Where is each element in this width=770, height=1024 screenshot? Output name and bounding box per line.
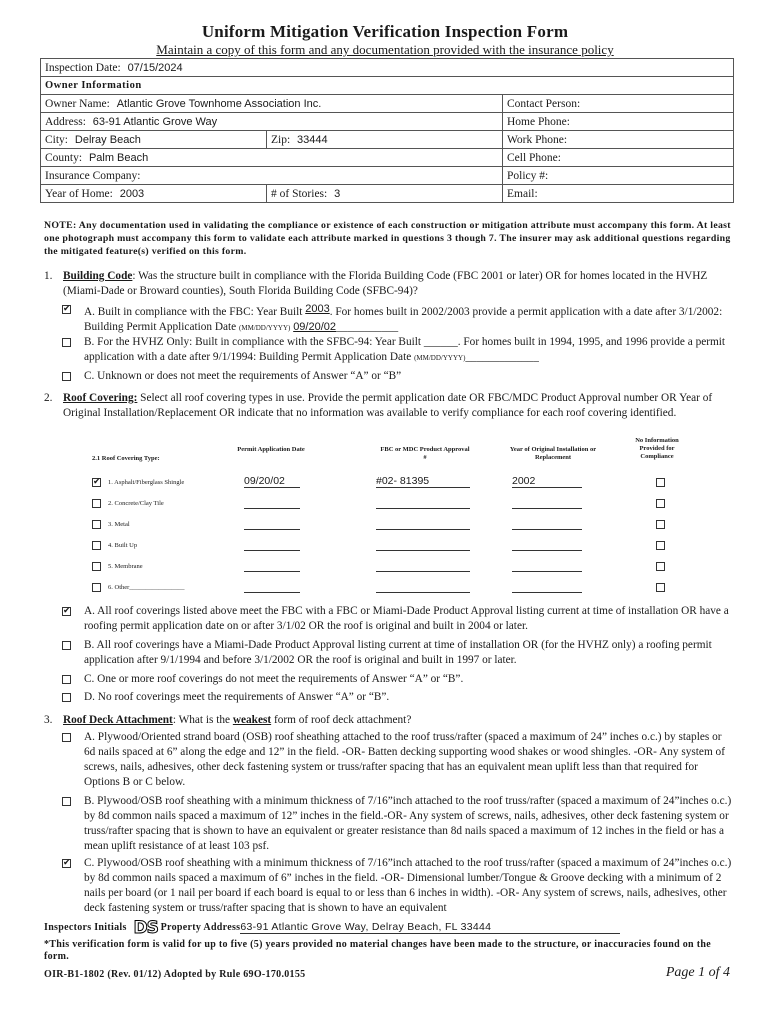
q2-d-text: D. No roof coverings meet the requirements of Answer “A” or “B”. <box>84 691 390 703</box>
work-phone-label: Work Phone: <box>507 133 568 146</box>
inspection-date-label: Inspection Date: <box>45 61 121 74</box>
policy-label: Policy #: <box>507 169 549 182</box>
inspection-date-value[interactable]: 07/15/2024 <box>127 61 183 74</box>
inspection-date-cell <box>41 59 734 77</box>
col-roof-type: 2.1 Roof Covering Type: <box>92 455 160 462</box>
city-value[interactable]: Delray Beach <box>74 133 141 146</box>
q3-a-text: A. Plywood/Oriented strand board (OSB) roof sheathing attached to the roof truss/rafter (spaced a maximum of 24” inches o.c.) by staples or 6d nails spaced at 6” along the edge and 12” in the field. -OR- Batten decking supporting wood shakes or wood shingles. -OR- Any system of screws, nails, adhesives, other deck fastening system or truss/rafter spacing that has an equivalent mean uplift less than that required for Options B or C below. <box>84 731 725 788</box>
roof-approval-number[interactable] <box>376 581 470 593</box>
question-2-number: 2. <box>44 392 53 404</box>
stories-label: # of Stories: <box>271 187 328 200</box>
home-phone-cell[interactable] <box>503 113 734 131</box>
question-3 <box>44 713 734 728</box>
q1-option-b[interactable] <box>62 335 734 366</box>
roof-install-year[interactable] <box>512 539 582 551</box>
roof-approval-number[interactable] <box>376 518 470 530</box>
roof-type-checkbox[interactable] <box>92 541 101 550</box>
col-install-year: Year of Original Installation or Replacement <box>509 446 597 461</box>
no-information-checkbox[interactable] <box>656 478 665 487</box>
zip-label: Zip: <box>271 133 291 146</box>
city-label: City: <box>45 133 69 146</box>
cell-phone-label: Cell Phone: <box>507 151 561 164</box>
q3-b-text: B. Plywood/OSB roof sheathing with a minimum thickness of 7/16”inch attached to the roof truss/rafter (spaced a maximum of 24”inches o.c.) by 8d common nails spaced a maximum of 12” inches in the field.-OR- Any system of screws, nails, adhesives, other deck fastening system or truss/rafter spacing that is shown to have an equivalent or greater resistance than 8d nails spaced a maximum of 12 inches in the field or has a mean uplift resistance of at least 103 psf. <box>84 795 732 852</box>
owner-name-label: Owner Name: <box>45 97 110 110</box>
roof-type-checkbox[interactable] <box>92 520 101 529</box>
stories-value[interactable]: 3 <box>334 187 341 200</box>
q3-option-c[interactable] <box>62 856 734 916</box>
roof-approval-number[interactable] <box>376 539 470 551</box>
form-id: OIR-B1-1802 (Rev. 01/12) Adopted by Rule 69O-170.0155 <box>44 969 306 980</box>
year-of-home-label: Year of Home: <box>45 187 113 200</box>
q1-a-text: A. Built in compliance with the FBC: Year Built <box>84 306 306 318</box>
q1-a-permit-date[interactable]: 09/20/02 <box>293 321 337 333</box>
owner-name-value[interactable]: Atlantic Grove Townhome Association Inc. <box>116 97 322 110</box>
q3-option-b[interactable] <box>62 794 734 854</box>
documentation-note: NOTE: Any documentation used in validating the compliance or existence of each construction or mitigation attribute must accompany this form. At least one photograph must accompany this form to validate each attribute marked in questions 3 though 7. The insurer may ask additional questions regarding the mitigated feature(s) verified on this form. <box>44 220 731 257</box>
roof-install-year[interactable] <box>512 518 582 530</box>
year-of-home-value[interactable]: 2003 <box>119 187 145 200</box>
owner-name-cell[interactable] <box>41 95 503 113</box>
question-2-text: Select all roof covering types in use. Provide the permit application date OR FBC/MDC Product Approval number OR Year of Original Installation/Replacement OR indicate that no information was available to verify compliance for each roof covering identified. <box>63 392 713 419</box>
q1-c-text: C. Unknown or does not meet the requirements of Answer “A” or “B” <box>84 370 402 382</box>
roof-type-checkbox[interactable] <box>92 562 101 571</box>
q3-c-checkbox[interactable]: ✔ <box>63 858 71 868</box>
no-information-checkbox[interactable] <box>656 520 665 529</box>
roof-install-year[interactable] <box>512 560 582 572</box>
roof-type-label: 2. Concrete/Clay Tile <box>108 500 164 507</box>
county-label: County: <box>45 151 83 164</box>
roof-covering-row <box>92 539 692 553</box>
col-permit-date: Permit Application Date <box>237 446 305 453</box>
q1-b-checkbox[interactable] <box>62 338 71 347</box>
home-phone-label: Home Phone: <box>507 115 570 128</box>
email-cell[interactable] <box>503 185 734 203</box>
roof-type-label: 4. Built Up <box>108 542 138 549</box>
q1-b-date-format: (MM/DD/YYYY) <box>414 354 466 362</box>
question-1-heading: Building Code <box>63 270 133 282</box>
work-phone-cell[interactable] <box>503 131 734 149</box>
question-2 <box>44 391 734 421</box>
no-information-checkbox[interactable] <box>656 583 665 592</box>
col-approval-number: FBC or MDC Product Approval # <box>380 446 470 461</box>
question-3-text: : What is the <box>172 714 233 726</box>
q2-a-text: A. All roof coverings listed above meet the FBC with a FBC or Miami-Dade Product Approval listing current at time of installation OR have a roofing permit application date on or after 3/1/02 OR the roof is original and built in 2004 or later. <box>84 605 729 632</box>
policy-cell[interactable] <box>503 167 734 185</box>
q2-option-b[interactable] <box>62 638 734 668</box>
validity-note: *This verification form is valid for up to five (5) years provided no material changes have been made to the structure, or inaccuracies found on the form. <box>44 939 711 962</box>
q2-b-text: B. All roof coverings have a Miami-Dade Product Approval listing current at time of installation OR (for the HVHZ only) a roofing permit application after 9/1/1994 and before 3/1/2002 OR the roof is original and built in 1997 or later. <box>84 639 712 666</box>
roof-approval-number[interactable] <box>376 560 470 572</box>
q2-option-d[interactable] <box>62 690 734 705</box>
address-value[interactable]: 63-91 Atlantic Grove Way <box>92 115 218 128</box>
stories-cell[interactable] <box>267 185 503 203</box>
q2-d-checkbox[interactable] <box>62 693 71 702</box>
initials-label: Inspectors Initials <box>44 922 127 933</box>
form-title: Uniform Mitigation Verification Inspection Form <box>201 22 569 41</box>
no-information-checkbox[interactable] <box>656 541 665 550</box>
zip-cell[interactable] <box>267 131 503 149</box>
year-of-home-cell[interactable] <box>41 185 267 203</box>
owner-info-heading: Owner Information <box>41 77 734 95</box>
roof-permit-date[interactable]: 09/20/02 <box>244 476 300 488</box>
roof-covering-row <box>92 497 692 511</box>
address-cell[interactable] <box>41 113 503 131</box>
q1-a-text-2: . For homes built in 2002/2003 provide a permit application with a date after 3/1/2002: Building Permit Application Date <box>84 306 723 333</box>
q2-option-c[interactable] <box>62 672 734 687</box>
property-address-value[interactable]: 63-91 Atlantic Grove Way, Delray Beach, FL 33444 <box>240 921 620 934</box>
roof-covering-row <box>92 581 692 595</box>
q2-c-checkbox[interactable] <box>62 675 71 684</box>
q3-a-checkbox[interactable] <box>62 733 71 742</box>
inspector-initials[interactable]: DS <box>133 918 158 938</box>
county-value[interactable]: Palm Beach <box>88 151 149 164</box>
roof-covering-row <box>92 518 692 532</box>
q2-b-checkbox[interactable] <box>62 641 71 650</box>
roof-type-label: 1. Asphalt/Fiberglass Shingle <box>108 479 185 486</box>
form-subtitle: Maintain a copy of this form and any documentation provided with the insurance policy <box>156 42 614 57</box>
q3-c-text: C. Plywood/OSB roof sheathing with a minimum thickness of 7/16”inch attached to the roof truss/rafter (spaced a maximum of 24”inches o.c.) by 8d common nails spaced a maximum of 6” inches in the field. -OR- Dimensional lumber/Tongue & Groove decking with a minimum of 2 nails per board (or 1 nail per board if each board is equal to or less than 6 inches in width). -OR- Any system of screws, nails, adhesives, other deck fastening system or truss/rafter spacing that is shown to have an equivalent <box>84 857 732 914</box>
question-3-text-2: form of roof deck attachment? <box>271 714 412 726</box>
question-1-number: 1. <box>44 270 53 282</box>
col-no-information: No Information Provided for Compliance <box>635 437 679 460</box>
question-3-number: 3. <box>44 714 53 726</box>
roof-type-checkbox[interactable] <box>92 499 101 508</box>
property-address-label: Property Address <box>160 922 241 933</box>
zip-value[interactable]: 33444 <box>297 133 328 146</box>
q2-a-checkbox[interactable]: ✔ <box>63 606 71 616</box>
q1-c-checkbox[interactable] <box>62 372 71 381</box>
roof-permit-date[interactable] <box>244 560 300 572</box>
q3-b-checkbox[interactable] <box>62 797 71 806</box>
roof-covering-row <box>92 560 692 574</box>
roof-type-label: 6. Other_________________ <box>108 584 185 591</box>
q1-b-text: B. For the HVHZ Only: Built in compliance with the SFBC-94: Year Built ______. For homes built in 1994, 1995, and 1996 provide a permit application with a date after 9/1/1994: Building Permit Application Date <box>84 336 726 363</box>
q2-c-text: C. One or more roof coverings do not meet the requirements of Answer “A” or “B”. <box>84 673 464 685</box>
roof-permit-date[interactable] <box>244 518 300 530</box>
roof-type-checkbox[interactable]: ✔ <box>93 477 101 487</box>
q1-a-checkbox[interactable]: ✔ <box>63 304 71 314</box>
address-label: Address: <box>45 115 86 128</box>
roof-approval-number[interactable] <box>376 497 470 509</box>
roof-install-year[interactable] <box>512 497 582 509</box>
roof-type-label: 3. Metal <box>108 521 130 528</box>
insurance-company-cell[interactable] <box>41 167 503 185</box>
question-1-text: : Was the structure built in compliance with the Florida Building Code (FBC 2001 or later) OR for homes located in the HVHZ (Miami-Dade or Broward counties), South Florida Building Code (SFBC-94)? <box>63 270 708 297</box>
no-information-checkbox[interactable] <box>656 562 665 571</box>
roof-covering-row <box>92 476 692 490</box>
roof-type-label: 5. Membrane <box>108 563 143 570</box>
question-2-heading: Roof Covering: <box>63 392 138 404</box>
city-cell[interactable] <box>41 131 267 149</box>
no-information-checkbox[interactable] <box>656 499 665 508</box>
q3-option-a[interactable] <box>62 730 734 790</box>
county-cell[interactable] <box>41 149 503 167</box>
roof-type-checkbox[interactable] <box>92 583 101 592</box>
roof-permit-date[interactable] <box>244 581 300 593</box>
roof-install-year[interactable]: 2002 <box>512 476 582 488</box>
question-1 <box>44 269 734 299</box>
page-number: Page 1 of 4 <box>665 965 730 980</box>
cell-phone-cell[interactable] <box>503 149 734 167</box>
owner-info-table <box>40 58 734 203</box>
contact-person-label: Contact Person: <box>507 97 581 110</box>
contact-person-cell[interactable] <box>503 95 734 113</box>
roof-permit-date[interactable] <box>244 539 300 551</box>
q2-option-a[interactable] <box>62 604 734 634</box>
roof-permit-date[interactable] <box>244 497 300 509</box>
q1-a-date-format: (MM/DD/YYYY) <box>239 324 291 332</box>
roof-install-year[interactable] <box>512 581 582 593</box>
question-3-weakest: weakest <box>232 714 272 726</box>
email-label: Email: <box>507 187 538 200</box>
q1-option-a[interactable]: ✔ A. Built in compliance with the FBC: Year Built 2003. For homes built in 2002/2003 provide a permit application with a date after 3/1/2002: Building Permit Application Date (MM/DD/YYYY) 09/20/02___________ <box>63 303 723 333</box>
insurance-company-label: Insurance Company: <box>45 169 141 182</box>
roof-approval-number[interactable]: #02- 81395 <box>376 476 470 488</box>
q1-b-date-blank[interactable]: _____________ <box>465 351 539 363</box>
question-3-heading: Roof Deck Attachment <box>63 714 173 726</box>
q1-option-c[interactable] <box>62 369 734 384</box>
inspector-line <box>44 918 734 938</box>
q1-a-year-built[interactable]: 2003 <box>305 303 330 315</box>
